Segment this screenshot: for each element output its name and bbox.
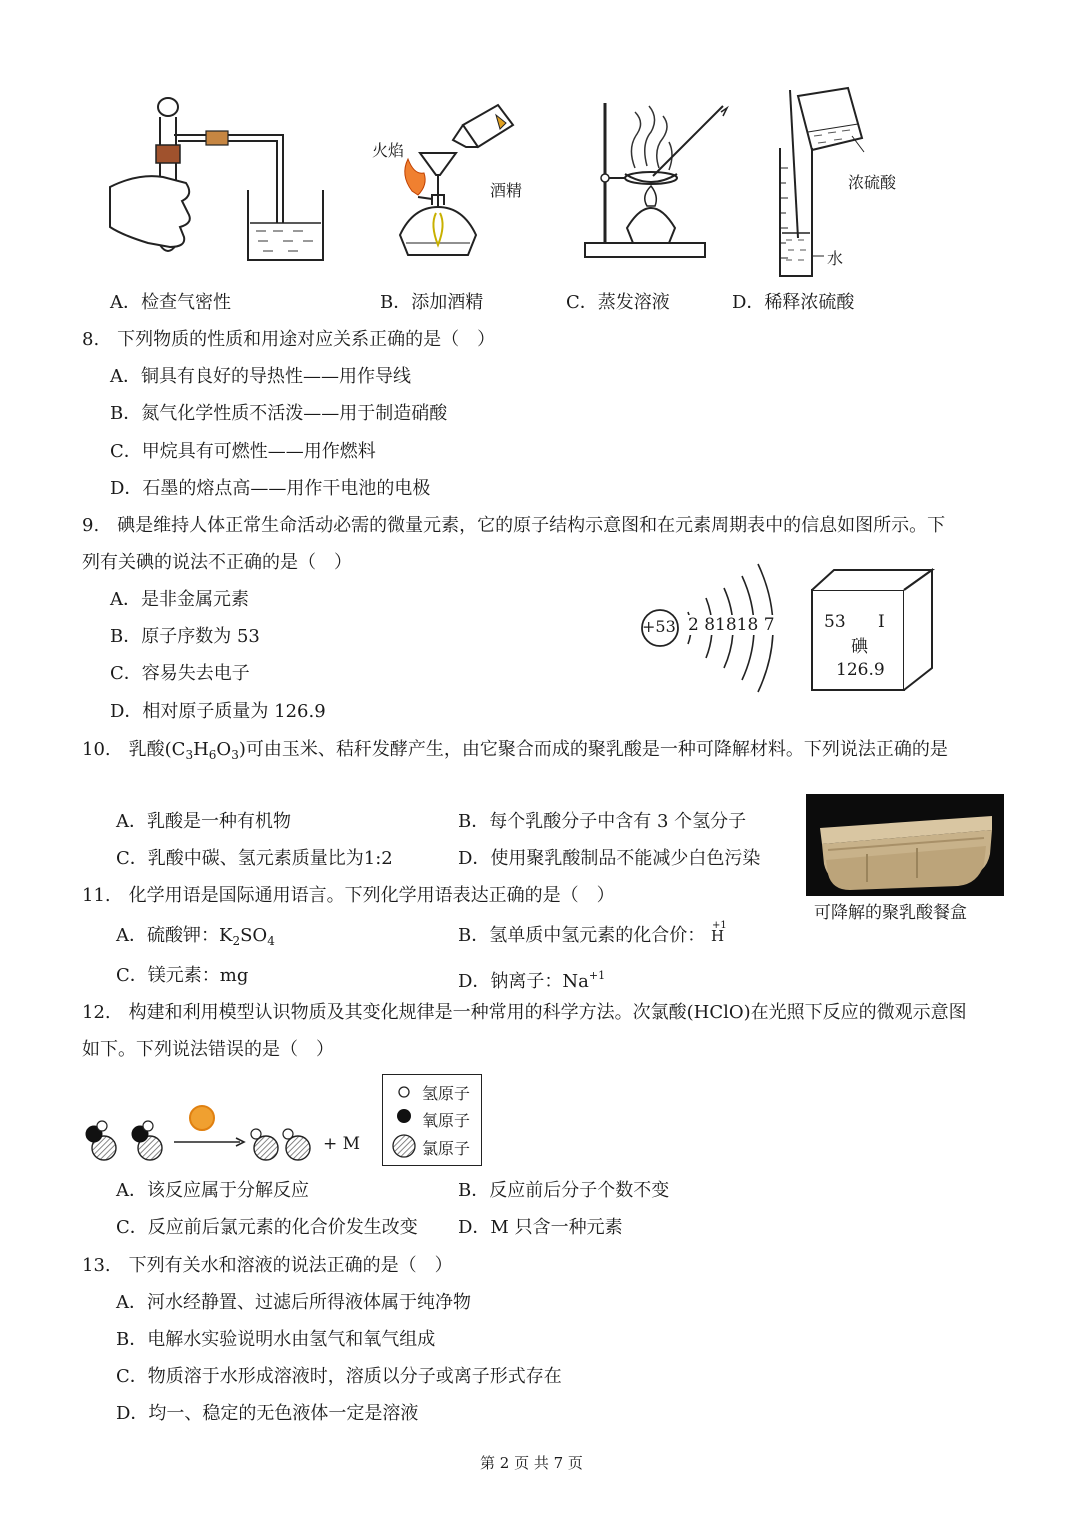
q10-stem [82, 738, 948, 767]
label-alcohol: 酒精 [490, 181, 523, 200]
q12-option-c: C．反应前后氯元素的化合价发生改变 [116, 1217, 418, 1238]
q12-stem-line2: 如下。下列说法错误的是（ ） [82, 1039, 334, 1060]
q11-option-a-sub: 2 [232, 934, 241, 948]
q11-option-b [458, 920, 727, 948]
q10-option-b: B．每个乳酸分子中含有 3 个氢分子 [458, 811, 747, 832]
hclo-molecule-2 [132, 1121, 162, 1160]
q9-stem-line1: 9. 碘是维持人体正常生命活动必需的微量元素，它的原子结构示意图和在元素周期表中的信息如图所示。下 [82, 515, 946, 536]
element-symbol: I [878, 612, 885, 632]
q9-option-b: B．原子序数为 53 [110, 626, 260, 647]
q13-option-b: B．电解水实验说明水由氢气和氧气组成 [116, 1329, 436, 1350]
q10-option-d: D．使用聚乳酸制品不能减少白色污染 [458, 848, 761, 869]
q11-option-d [458, 964, 605, 994]
sun-icon [190, 1106, 214, 1130]
q7-option-b: B．添加酒精 [380, 292, 484, 313]
q9-option-a: A．是非金属元素 [110, 589, 249, 610]
q11-option-a [116, 924, 275, 953]
lunchbox-caption: 可降解的聚乳酸餐盒 [814, 903, 967, 923]
q11-option-a-sub2: 4 [267, 934, 275, 948]
q11-option-b-prefix: B．氢单质中氢元素的化合价： [458, 925, 706, 946]
q11-option-c: C．镁元素：mg [116, 965, 249, 986]
q9-option-d: D．相对原子质量为 126.9 [110, 701, 326, 722]
q8-stem: 8. 下列物质的性质和用途对应关系正确的是（ ） [82, 329, 496, 350]
q8-option-a: A．铜具有良好的导热性——用作导线 [110, 366, 411, 387]
q8-option-b: B．氮气化学性质不活泼——用于制造硝酸 [110, 403, 448, 424]
q8-option-d: D．石墨的熔点高——用作干电池的电极 [110, 478, 431, 499]
q7-option-c: C．蒸发溶液 [566, 292, 670, 313]
label-flame: 火焰 [372, 141, 405, 160]
hcl-molecule-1 [251, 1129, 278, 1160]
q9-option-c: C．容易失去电子 [110, 663, 250, 684]
q7-option-d: D．稀释浓硫酸 [732, 292, 855, 313]
formula-h-sub: 6 [208, 748, 217, 762]
q10-stem-suffix: )可由玉米、秸秆发酵产生，由它聚合而成的聚乳酸是一种可降解材料。下列说法正确的是 [238, 739, 948, 760]
page-footer: 第 2 页 共 7 页 [480, 1454, 583, 1472]
label-conc-acid: 浓硫酸 [848, 173, 897, 192]
label-water: 水 [827, 249, 844, 268]
figure-airtightness-check [108, 95, 330, 265]
formula-c-sub: 3 [185, 748, 194, 762]
formula-o-sub: 3 [231, 748, 239, 762]
element-name: 碘 [851, 637, 868, 657]
q11-option-d-prefix: D．钠离子：Na [458, 971, 589, 992]
legend-hydrogen: 氢原子 [422, 1084, 471, 1103]
q13-option-a: A．河水经静置、过滤后所得液体属于纯净物 [116, 1292, 471, 1313]
q12-option-a: A．该反应属于分解反应 [116, 1180, 309, 1201]
legend-chlorine: 氯原子 [422, 1139, 471, 1158]
q10-option-c: C．乳酸中碳、氢元素质量比为1:2 [116, 848, 393, 869]
plus-m: + M [323, 1134, 361, 1154]
q11-option-b-sup: +1 [711, 920, 727, 931]
q12-stem-line1: 12. 构建和利用模型认识物质及其变化规律是一种常用的科学方法。次氯酸(HClO)在光照下反应的微观示意图 [82, 1002, 967, 1023]
q11-option-a-prefix: A．硫酸钾：K [116, 925, 233, 946]
q10-option-a: A．乳酸是一种有机物 [116, 811, 291, 832]
atom-shells: 2 81818 7 [688, 615, 775, 635]
q7-option-a: A．检查气密性 [110, 292, 231, 313]
q13-option-c: C．物质溶于水形成溶液时，溶质以分子或离子形式存在 [116, 1366, 562, 1387]
q12-option-b: B．反应前后分子个数不变 [458, 1180, 670, 1201]
hcl-molecule-2 [283, 1129, 310, 1160]
element-number: 53 [824, 612, 846, 632]
formula-o: O [216, 739, 232, 760]
q12-option-d: D．M 只含一种元素 [458, 1217, 623, 1238]
hclo-molecule-1 [86, 1121, 116, 1160]
q11-stem: 11. 化学用语是国际通用语言。下列化学用语表达正确的是（ ） [82, 885, 615, 906]
q11-option-d-sup: +1 [588, 969, 606, 982]
legend-oxygen: 氧原子 [422, 1111, 471, 1130]
element-mass: 126.9 [836, 660, 885, 680]
lunchbox-photo [806, 794, 1004, 896]
formula-h: H [193, 739, 209, 760]
q11-option-a-suffix: SO [240, 925, 268, 946]
atom-nucleus: +53 [642, 617, 676, 636]
figure-evaporation [583, 98, 733, 268]
q11-option-b-symbol: H [710, 927, 725, 945]
q8-option-c: C．甲烷具有可燃性——用作燃料 [110, 441, 376, 462]
q13-stem: 13. 下列有关水和溶液的说法正确的是（ ） [82, 1255, 453, 1276]
q13-option-d: D．均一、稳定的无色液体一定是溶液 [116, 1403, 419, 1424]
formula-c: C [171, 739, 186, 760]
q10-stem-prefix: 10. 乳酸( [82, 739, 172, 760]
q9-stem-line2: 列有关碘的说法不正确的是（ ） [82, 552, 352, 573]
legend-symbols [392, 1080, 422, 1160]
